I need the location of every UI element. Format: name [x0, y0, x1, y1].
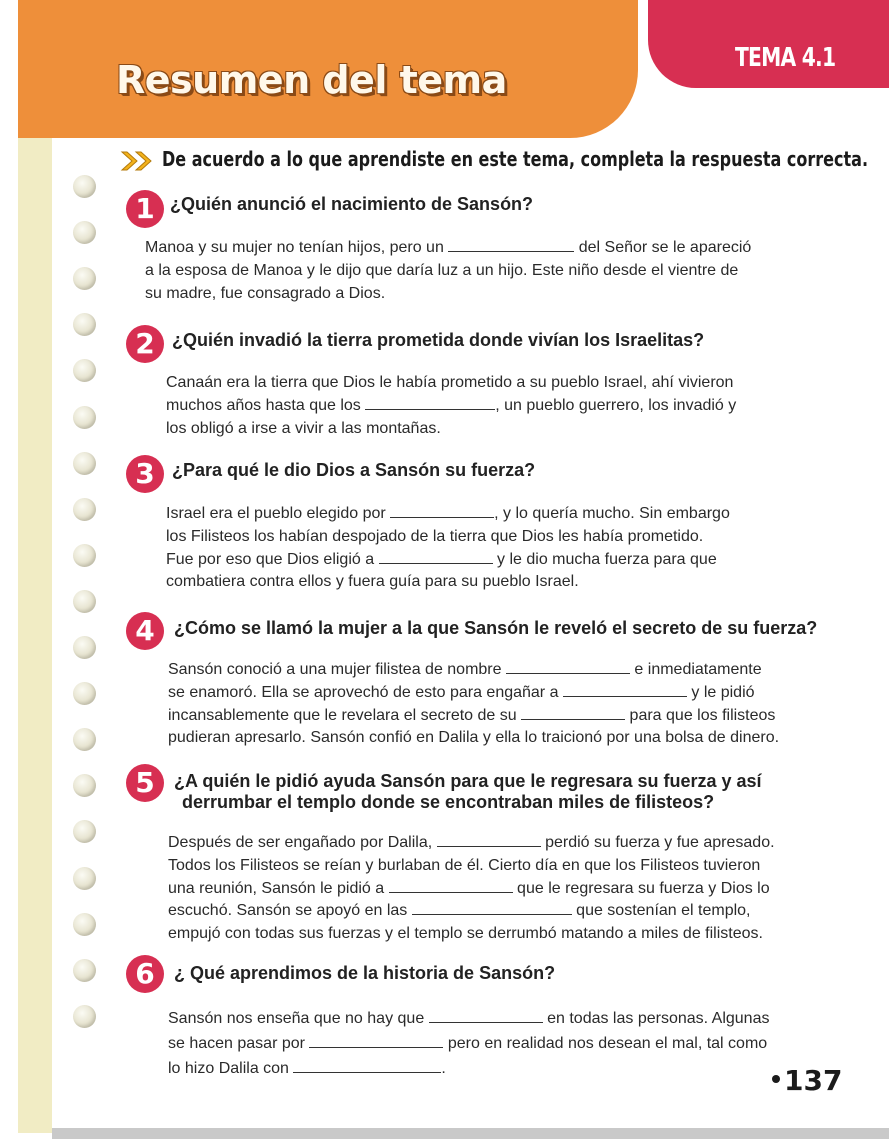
- answer-line: empujó con todas sus fuerzas y el templo se derrumbó matando a miles de filisteos.: [168, 925, 763, 943]
- topic-label: TEMA 4.1: [735, 43, 836, 73]
- question-2: ¿Quién invadió la tierra prometida donde vivían los Israelitas?: [172, 330, 705, 350]
- answer-line: incansablemente que le revelara el secreto de su para que los filisteos: [168, 706, 776, 724]
- page-title: Resumen del tema: [116, 58, 507, 102]
- page-number: 137: [772, 1064, 842, 1097]
- question-number-1: 1: [126, 190, 164, 228]
- answer-line: escuchó. Sansón se apoyó en las que sostenían el templo,: [168, 902, 751, 920]
- question-number-4: 4: [126, 612, 164, 650]
- answer-blank[interactable]: [429, 1008, 543, 1023]
- notebook-hole: [73, 498, 96, 521]
- answer-blank[interactable]: [390, 503, 494, 518]
- bullet-icon: [772, 1075, 780, 1083]
- answer-line: lo hizo Dalila con .: [168, 1059, 446, 1077]
- answer-line: se enamoró. Ella se aprovechó de esto para engañar a y le pidió: [168, 683, 755, 701]
- notebook-hole: [73, 867, 96, 890]
- page-shadow: [52, 1128, 889, 1139]
- notebook-hole: [73, 636, 96, 659]
- notebook-hole: [73, 221, 96, 244]
- answer-blank[interactable]: [563, 682, 687, 697]
- answer-5: [168, 832, 775, 946]
- answer-line: combatiera contra ellos y fuera guía para su pueblo Israel.: [166, 573, 579, 591]
- answer-line: su madre, fue consagrado a Dios.: [145, 284, 386, 302]
- answer-line: a la esposa de Manoa y le dijo que daría luz a un hijo. Este niño desde el vientre de: [145, 261, 739, 279]
- notebook-hole: [73, 959, 96, 982]
- answer-line: Sansón conoció a una mujer filistea de nombre e inmediatamente: [168, 661, 762, 678]
- notebook-margin-strip: [18, 0, 52, 1133]
- answer-blank[interactable]: [412, 900, 572, 915]
- answer-blank[interactable]: [365, 395, 495, 410]
- answer-line: Todos los Filisteos se reían y burlaban de él. Cierto día en que los Filisteos tuvieron: [168, 856, 761, 874]
- answer-line: Israel era el pueblo elegido por , y lo quería mucho. Sin embargo: [166, 505, 730, 522]
- question-1: ¿Quién anunció el nacimiento de Sansón?: [170, 194, 534, 214]
- answer-4: [168, 659, 779, 750]
- notebook-hole: [73, 406, 96, 429]
- answer-2: [166, 372, 736, 440]
- notebook-hole: [73, 175, 96, 198]
- notebook-hole: [73, 452, 96, 475]
- question-5-line-2: derrumbar el templo donde se encontraban miles de filisteos?: [182, 792, 715, 812]
- notebook-hole: [73, 682, 96, 705]
- double-chevron-icon: [120, 150, 156, 172]
- answer-line: Fue por eso que Dios eligió a y le dio mucha fuerza para que: [166, 550, 717, 568]
- question-number-6: 6: [126, 955, 164, 993]
- answer-6: [168, 1008, 769, 1080]
- answer-blank[interactable]: [448, 237, 574, 252]
- answer-blank[interactable]: [437, 832, 541, 847]
- answer-blank[interactable]: [379, 549, 493, 564]
- question-4: ¿Cómo se llamó la mujer a la que Sansón le reveló el secreto de su fuerza?: [174, 618, 818, 638]
- answer-line: se hacen pasar por pero en realidad nos desean el mal, tal como: [168, 1034, 768, 1052]
- answer-blank[interactable]: [293, 1058, 441, 1073]
- answer-line: Canaán era la tierra que Dios le había prometido a su pueblo Israel, ahí vivieron: [166, 374, 734, 391]
- answer-line: Manoa y su mujer no tenían hijos, pero un del Señor se le apareció: [145, 239, 752, 256]
- notebook-hole: [73, 1005, 96, 1028]
- notebook-hole: [73, 590, 96, 613]
- answer-blank[interactable]: [506, 659, 630, 674]
- answer-line: los obligó a irse a vivir a las montañas.: [166, 419, 441, 437]
- question-6: ¿ Qué aprendimos de la historia de Sansón?: [174, 963, 556, 983]
- answer-1: [145, 237, 751, 305]
- answer-line: los Filisteos los habían despojado de la tierra que Dios les había prometido.: [166, 527, 704, 545]
- answer-line: pudieran apresarlo. Sansón confió en Dalila y ella lo traicionó por una bolsa de dinero.: [168, 729, 780, 747]
- notebook-hole: [73, 359, 96, 382]
- notebook-hole: [73, 313, 96, 336]
- notebook-hole: [73, 820, 96, 843]
- notebook-hole: [73, 913, 96, 936]
- question-number-3: 3: [126, 455, 164, 493]
- question-5-line-1: ¿A quién le pidió ayuda Sansón para que le regresara su fuerza y así: [174, 771, 762, 791]
- answer-line: Sansón nos enseña que no hay que en todas las personas. Algunas: [168, 1010, 770, 1027]
- question-3: ¿Para qué le dio Dios a Sansón su fuerza?: [172, 460, 536, 480]
- question-number-2: 2: [126, 325, 164, 363]
- answer-line: una reunión, Sansón le pidió a que le regresara su fuerza y Dios lo: [168, 879, 770, 897]
- notebook-hole: [73, 267, 96, 290]
- question-number-5: 5: [126, 764, 164, 802]
- answer-blank[interactable]: [309, 1033, 443, 1048]
- answer-3: [166, 503, 730, 594]
- answer-blank[interactable]: [389, 878, 513, 893]
- notebook-hole: [73, 544, 96, 567]
- answer-line: Después de ser engañado por Dalila, perdió su fuerza y fue apresado.: [168, 834, 775, 851]
- answer-line: muchos años hasta que los , un pueblo guerrero, los invadió y: [166, 396, 737, 414]
- notebook-hole: [73, 728, 96, 751]
- answer-blank[interactable]: [521, 705, 625, 720]
- notebook-hole: [73, 774, 96, 797]
- instruction-text: De acuerdo a lo que aprendiste en este tema, completa la respuesta correcta.: [162, 147, 869, 171]
